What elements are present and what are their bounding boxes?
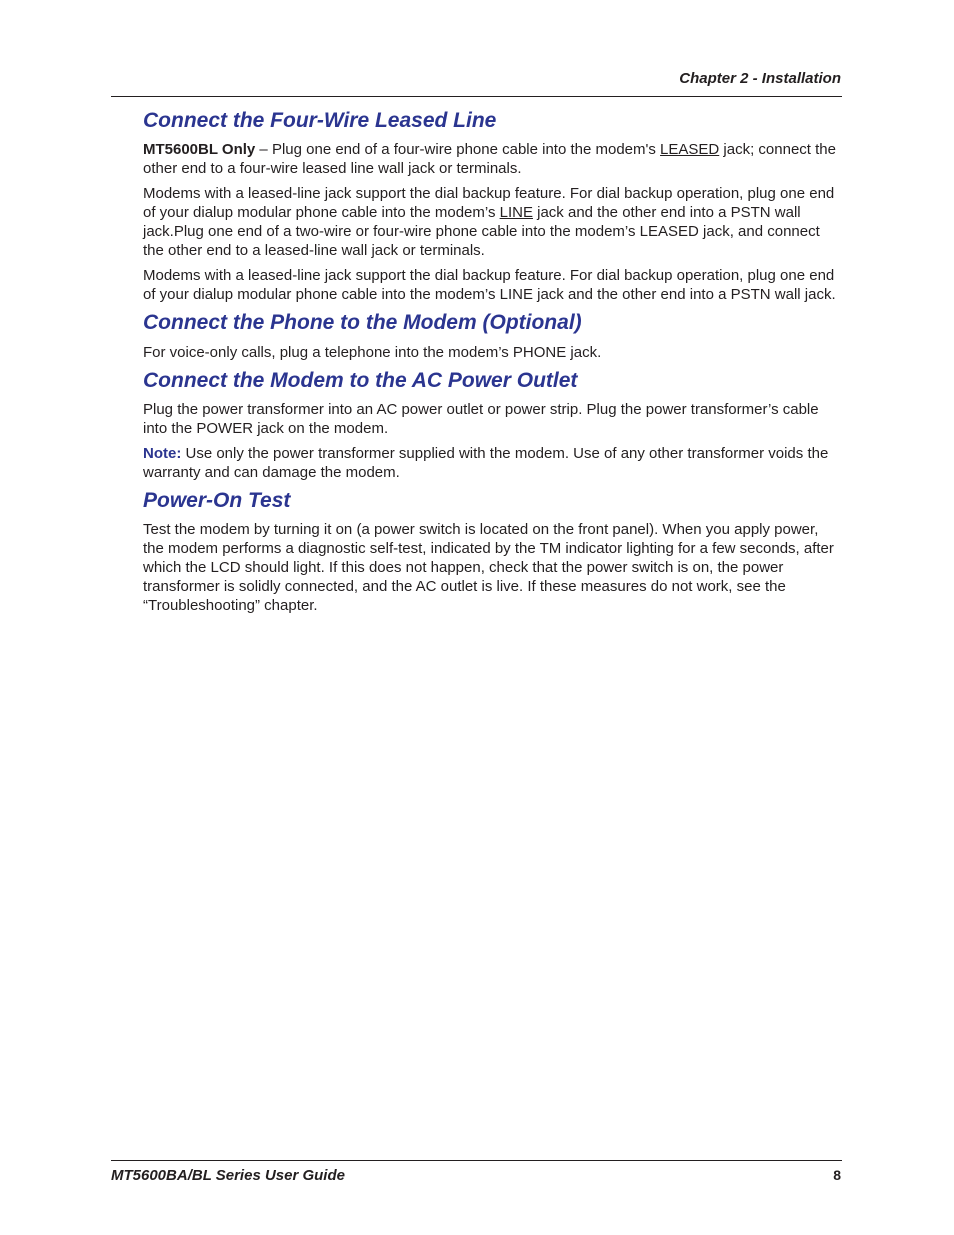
- model-label: MT5600BL Only: [143, 141, 256, 159]
- text-span: jack; connect the other end to a four-wire leased line wall jack or terminals.: [143, 141, 836, 178]
- section-heading: Connect the Phone to the Modem (Optional): [143, 311, 582, 335]
- section-heading: Connect the Four-Wire Leased Line: [143, 109, 497, 132]
- paragraph: Plug the power transformer into an AC power outlet or power strip. Plug the power transformer’s cable into the POWER jack on the modem.: [143, 400, 819, 437]
- footer-rule: [111, 1160, 842, 1161]
- jack-name: LINE: [499, 204, 533, 222]
- section-ac-power-outlet: [143, 368, 843, 482]
- text-span: Modems with a leased-line jack support the dial backup feature. For dial backup operation, plug one end of your dialup modular phone cable into the modem’s: [143, 185, 835, 222]
- header-rule: [111, 96, 842, 97]
- paragraph: [143, 184, 843, 260]
- footer-title: MT5600BA/BL Series User Guide: [111, 1167, 345, 1184]
- text-span: jack and the other end into a PSTN wall jack.Plug one end of a two-wire or four-wire phone cable into the modem’s LEASED jack, and connect the other end to a leased-line wall jack or terminals.: [143, 204, 820, 260]
- chapter-header: Chapter 2 - Installation: [679, 70, 841, 87]
- paragraph: For voice-only calls, plug a telephone into the modem’s PHONE jack.: [143, 343, 602, 361]
- page-content: [143, 108, 843, 621]
- note-paragraph: [143, 444, 843, 482]
- section-four-wire-leased-line: [143, 108, 843, 304]
- section-phone-to-modem: [143, 310, 843, 361]
- jack-name: LEASED: [660, 141, 720, 159]
- paragraph: Test the modem by turning it on (a power switch is located on the front panel). When you apply power, the modem performs a diagnostic self-test, indicated by the TM indicator lighting for a few seconds, after which the LCD should light. If this does not happen, check that the power switch is on, the power transformer is solidly connected, and the AC outlet is live. If these measures do not work, see the “Troubleshooting” chapter.: [143, 521, 834, 614]
- note-label: Note:: [143, 444, 182, 462]
- page-number: 8: [833, 1167, 841, 1183]
- section-power-on-test: [143, 488, 843, 615]
- section-heading: Connect the Modem to the AC Power Outlet: [143, 368, 578, 392]
- paragraph: [143, 140, 843, 178]
- text-span: Use only the power transformer supplied with the modem. Use of any other transformer voids the warranty and can damage the modem.: [143, 444, 829, 481]
- paragraph: Modems with a leased-line jack support the dial backup feature. For dial backup operation, plug one end of your dialup modular phone cable into the modem’s LINE jack and the other end into a PSTN wall jack.: [143, 267, 836, 304]
- section-heading: Power-On Test: [143, 488, 291, 512]
- text-span: – Plug one end of a four-wire phone cable into the modem's: [255, 141, 661, 159]
